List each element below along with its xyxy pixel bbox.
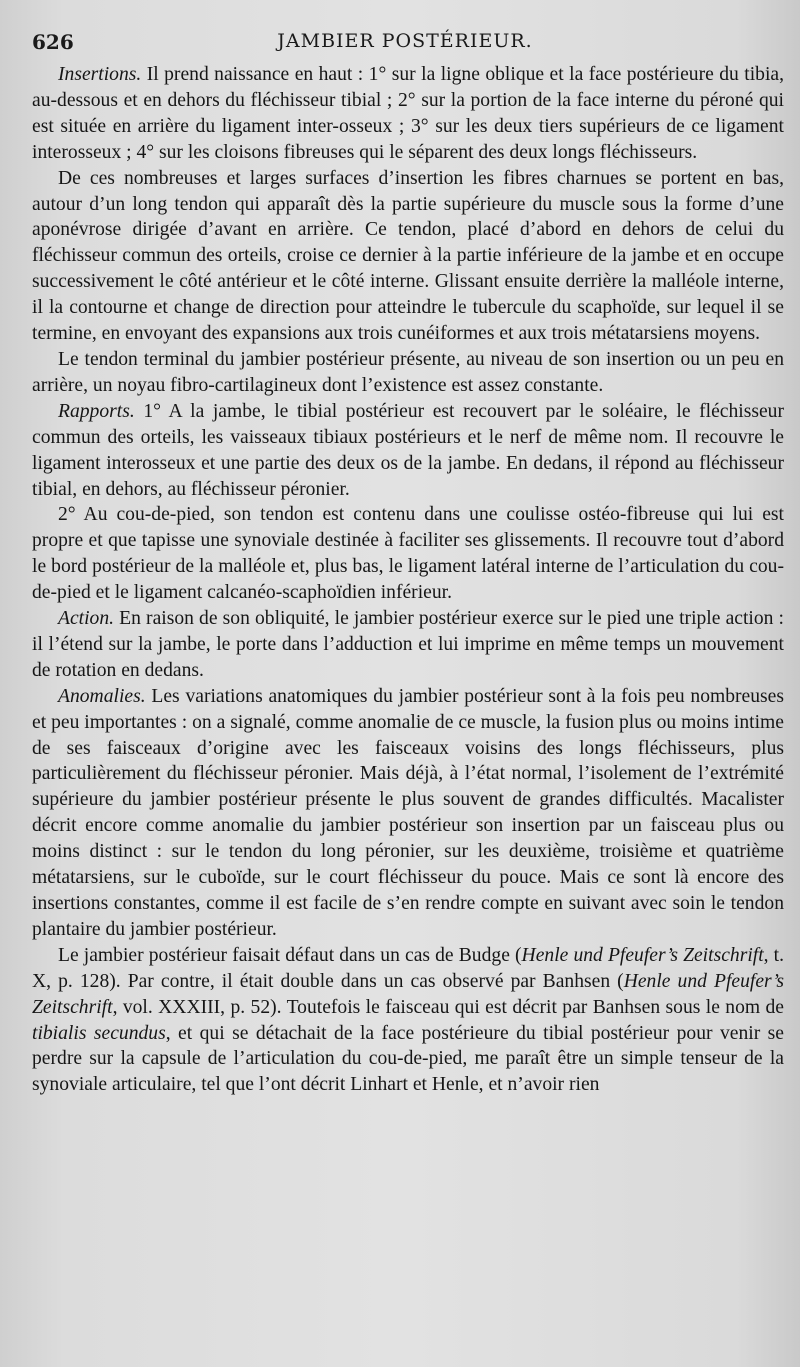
page-header — [32, 30, 778, 60]
section-lead-insertions: Insertions. — [58, 64, 142, 85]
paragraph-tendon-course — [32, 166, 784, 347]
journal-citation: Henle und Pfeufer’s Zeitschrift — [521, 944, 764, 966]
paragraph-text: Le tendon terminal du jambier postérieur présente, au niveau de son insertion ou un peu en arrière, un noyau fibro-cartilagineux dont l’existence est assez constante. — [32, 348, 784, 396]
paragraph-text: 2° Au cou-de-pied, son tendon est contenu dans une coulisse ostéo-fibreuse qui lui est propre et que tapisse une synoviale destinée à faciliter ses glissements. Il recouvre tout d’abord le bord postérieur de la malléole et, plus bas, le ligament latéral interne de l’articulation du cou-de-pied et le ligament calcanéo-scaphoïdien inférieur. — [32, 504, 784, 604]
paragraph-tendon-nucleus — [32, 347, 784, 399]
paragraph-text: 1° A la jambe, le tibial postérieur est recouvert par le soléaire, le fléchisseur commun des orteils, les vaisseaux tibiaux postérieurs et le nerf de même nom. Il recouvre le ligament interosseux et une partie des deux os de la jambe. En dedans, il répond au fléchisseur tibial, en dehors, au fléchisseur péronier. — [32, 400, 784, 500]
paragraph-action — [32, 606, 784, 684]
paragraph-text: Les variations anatomiques du jambier postérieur sont à la fois peu nombreuses et peu importantes : on a signalé, comme anomalie de ce muscle, la fusion plus ou moins intime de ses faisceaux d’origine avec les faisceaux voisins des longs fléchisseurs, plus particulièrement du fléchisseur péronier. Mais déjà, à l’état normal, l’isolement de l’extrémité supérieure du jambier postérieur présente le plus souvent de grandes difficultés. Macalister décrit encore comme anomalie du jambier postérieur son insertion par un faisceau plus ou moins distinct : sur le tendon du long péronier, sur les deuxième, troisième et quatrième métatarsiens, sur le cuboïde, sur le court fléchisseur du pouce. Mais ce sont là encore des insertions constantes, comme il est facile de s’en rendre compte en suivant avec soin le tendon plantaire du jambier postérieur. — [32, 685, 784, 940]
paragraph-cou-de-pied — [32, 502, 784, 606]
running-title: JAMBIER POSTÉRIEUR. — [277, 30, 533, 52]
section-lead-rapports: Rapports. — [58, 400, 135, 422]
journal-citation: Henle und Pfeufer’s Zeitschrift — [32, 970, 785, 1018]
paragraph-text: En raison de son obliquité, le jambier postérieur exerce sur le pied une triple action : il l’étend sur la jambe, le porte dans l’adduction et lui imprime en même temps un mouvement de rotation en dedans. — [32, 608, 784, 681]
paragraph-text: Le jambier postérieur faisait défaut dans un cas de Budge ( — [58, 944, 522, 966]
paragraph-rapports — [32, 399, 784, 503]
paragraph-text: De ces nombreuses et larges surfaces d’insertion les fibres charnues se portent en bas, autour d’un long tendon qui apparaît dès la partie supérieure du muscle sous la forme d’une aponévrose dirigée d’avant en arrière. Ce tendon, placé d’abord en dehors de celui du fléchisseur commun des orteils, croise ce dernier à la partie inférieure de la jambe et en occupe successivement le côté antérieur et le côté interne. Glissant ensuite derrière la malléole interne, il la contourne et change de direction pour atteindre le tubercule du scaphoïde, sur lequel il se termine, en envoyant des expansions aux trois cunéiformes et aux trois métatarsiens moyens. — [32, 167, 784, 345]
body-text — [32, 62, 784, 1098]
paragraph-anomalies — [32, 684, 784, 943]
paragraph-text: , t. X, p. 128). Par contre, il était double dans un cas observé par Banhsen ( — [32, 944, 785, 992]
paragraph-text: Il prend naissance en haut : 1° sur la ligne oblique et la face postérieure du tibia, au-dessous et en dehors du fléchisseur tibial ; 2° sur la portion de la face interne du péroné qui est située en arrière du ligament inter-osseux ; 3° sur les deux tiers supérieurs de ce ligament interosseux ; 4° sur les cloisons fibreuses qui le séparent des deux longs fléchisseurs. — [32, 64, 784, 163]
paragraph-text: , vol. XXXIII, p. 52). Toutefois le faisceau qui est décrit par Banhsen sous le nom de — [112, 996, 784, 1018]
paragraph-text: , et qui se détachait de la face postérieure du tibial postérieur pour venir se perdre sur la capsule de l’articulation du cou-de-pied, me paraît être un simple tenseur de la synoviale articulaire, tel que l’ont décrit Linhart et Henle, et n’avoir rien — [32, 1022, 785, 1096]
latin-term: tibialis secundus — [32, 1022, 166, 1044]
page-number: 626 — [32, 30, 74, 54]
paragraph-budge-banhsen — [32, 943, 784, 1098]
section-lead-action: Action. — [58, 608, 115, 630]
paragraph-insertions — [32, 62, 784, 166]
section-lead-anomalies: Anomalies. — [58, 685, 146, 707]
